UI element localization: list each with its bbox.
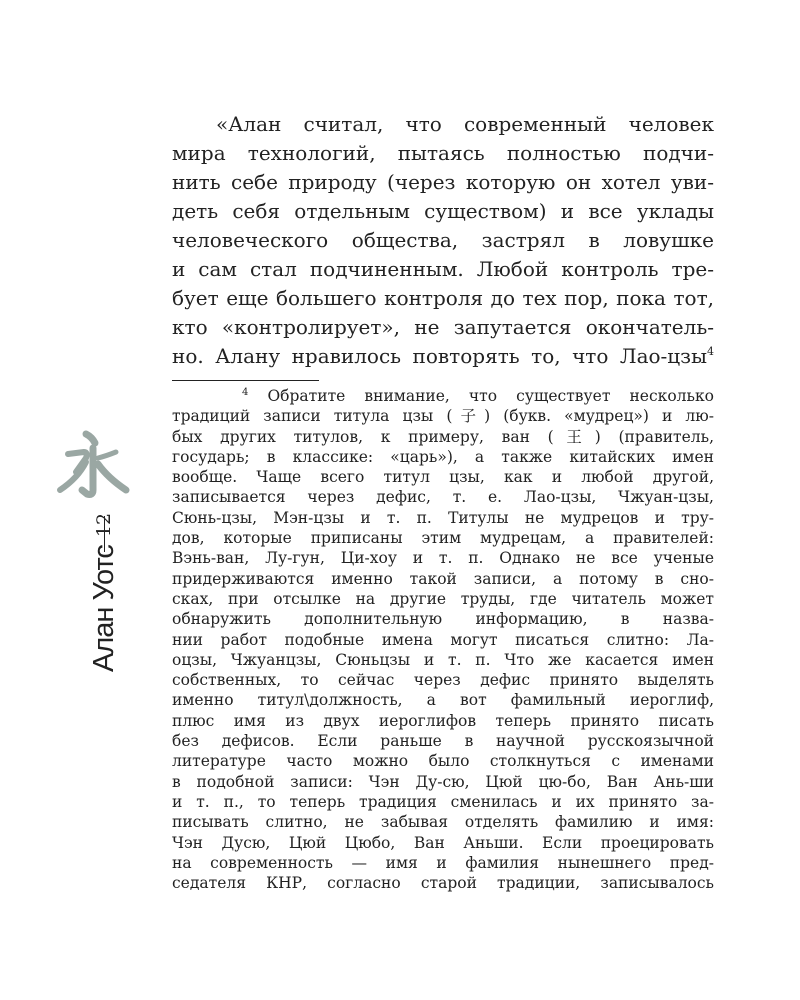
main-paragraph xyxy=(172,110,714,371)
footnote-line: плюс имя из двух иероглифов теперь принято писать xyxy=(172,711,714,730)
author-name: Алан Уотс xyxy=(88,545,120,672)
footnote-line: седателя КНР, согласно старой традиции, записывалось xyxy=(172,874,714,893)
footnote-line: литературе часто можно было столкнуться с именами xyxy=(172,752,714,771)
footnote-line-text: Обратите внимание, что существует несколько xyxy=(267,387,714,405)
footnote-separator xyxy=(172,380,319,381)
footnote-line: Вэнь-ван, Лу-гун, Ци-хоу и т. п. Однако не все ученые xyxy=(172,549,714,568)
footnote-line: обнаружить дополнительную информацию, в назва- xyxy=(172,610,714,629)
footnote-line: записывается через дефис, т. е. Лао-цзы, Чжуан-цзы, xyxy=(172,488,714,507)
page-number: 12 xyxy=(93,512,115,538)
footnote-line-first xyxy=(172,386,714,406)
main-line: бует еще большего контроля до тех пор, пока тот, xyxy=(172,286,714,310)
footnote-reference: 4 xyxy=(707,345,714,358)
footnote-line: Сюнь-цзы, Мэн-цзы и т. п. Титулы не мудрецов и тру- xyxy=(172,508,714,527)
footnote-line: традиций записи титула цзы (子) (букв. «мудрец») и лю- xyxy=(172,407,714,426)
footnote-line: на современность — имя и фамилия нынешнего пред- xyxy=(172,853,714,872)
main-line: и сам стал подчиненным. Любой контроль тре- xyxy=(172,257,714,281)
main-line: мира технологий, пытаясь полностью подчи- xyxy=(172,141,714,165)
main-line: деть себя отдельным существом) и все уклады xyxy=(172,199,714,223)
footnote-line: сках, при отсылке на другие труды, где читатель может xyxy=(172,589,714,608)
footnote-line: собственных, то сейчас через дефис принято выделять xyxy=(172,671,714,690)
footnote-line: и т. п., то теперь традиция сменилась и их принято за- xyxy=(172,792,714,811)
main-line-last xyxy=(172,342,714,371)
footnote-line: придерживаются именно такой записи, а потому в сно- xyxy=(172,569,714,588)
author-container xyxy=(84,545,124,672)
glyph-stroke xyxy=(86,434,95,443)
main-line: нить себе природу (через которую он хотел уви- xyxy=(172,170,714,194)
main-line: человеческого общества, застрял в ловушке xyxy=(172,228,714,252)
footnote-line: в подобной записи: Чэн Ду-сю, Цюй цю-бо, Ван Ань-ши xyxy=(172,772,714,791)
footnote-line: Чэн Дусю, Цюй Цюбо, Ван Аньши. Если проецировать xyxy=(172,833,714,852)
glyph-stroke xyxy=(98,464,126,490)
footnote-line: вообще. Чаще всего титул цзы, как и любой другой, xyxy=(172,468,714,487)
glyph-stroke xyxy=(60,462,86,490)
footnote-line: нии работ подобные имена могут писаться слитно: Ла- xyxy=(172,630,714,649)
main-line: «Алан считал, что современный человек xyxy=(216,112,714,136)
footnote-line: именно титул\должность, а вот фамильный иероглиф, xyxy=(172,691,714,710)
footnote-line: государь; в классике: «царь»), а также китайских имен xyxy=(172,447,714,466)
glyph-stroke xyxy=(98,452,116,458)
main-line-text: но. Алану нравилось повторять то, что Лао-цзы xyxy=(172,344,707,368)
main-line: кто «контролирует», не запутается окончатель- xyxy=(172,315,714,339)
footnote-line: бых других титулов, к примеру, ван (王) (правитель, xyxy=(172,427,714,446)
yong-glyph-icon xyxy=(46,428,136,500)
footnote-marker: 4 xyxy=(242,387,249,398)
footnote-line: дов, которые приписаны этим мудрецам, а правителей: xyxy=(172,529,714,548)
footnote xyxy=(172,386,714,893)
footnote-line: без дефисов. Если раньше в научной русскоязычной xyxy=(172,732,714,751)
footnote-line: писывать слитно, не забывая отделять фамилию и имя: xyxy=(172,813,714,832)
footnote-line: оцзы, Чжуанцзы, Сюньцзы и т. п. Что же касается имен xyxy=(172,650,714,669)
